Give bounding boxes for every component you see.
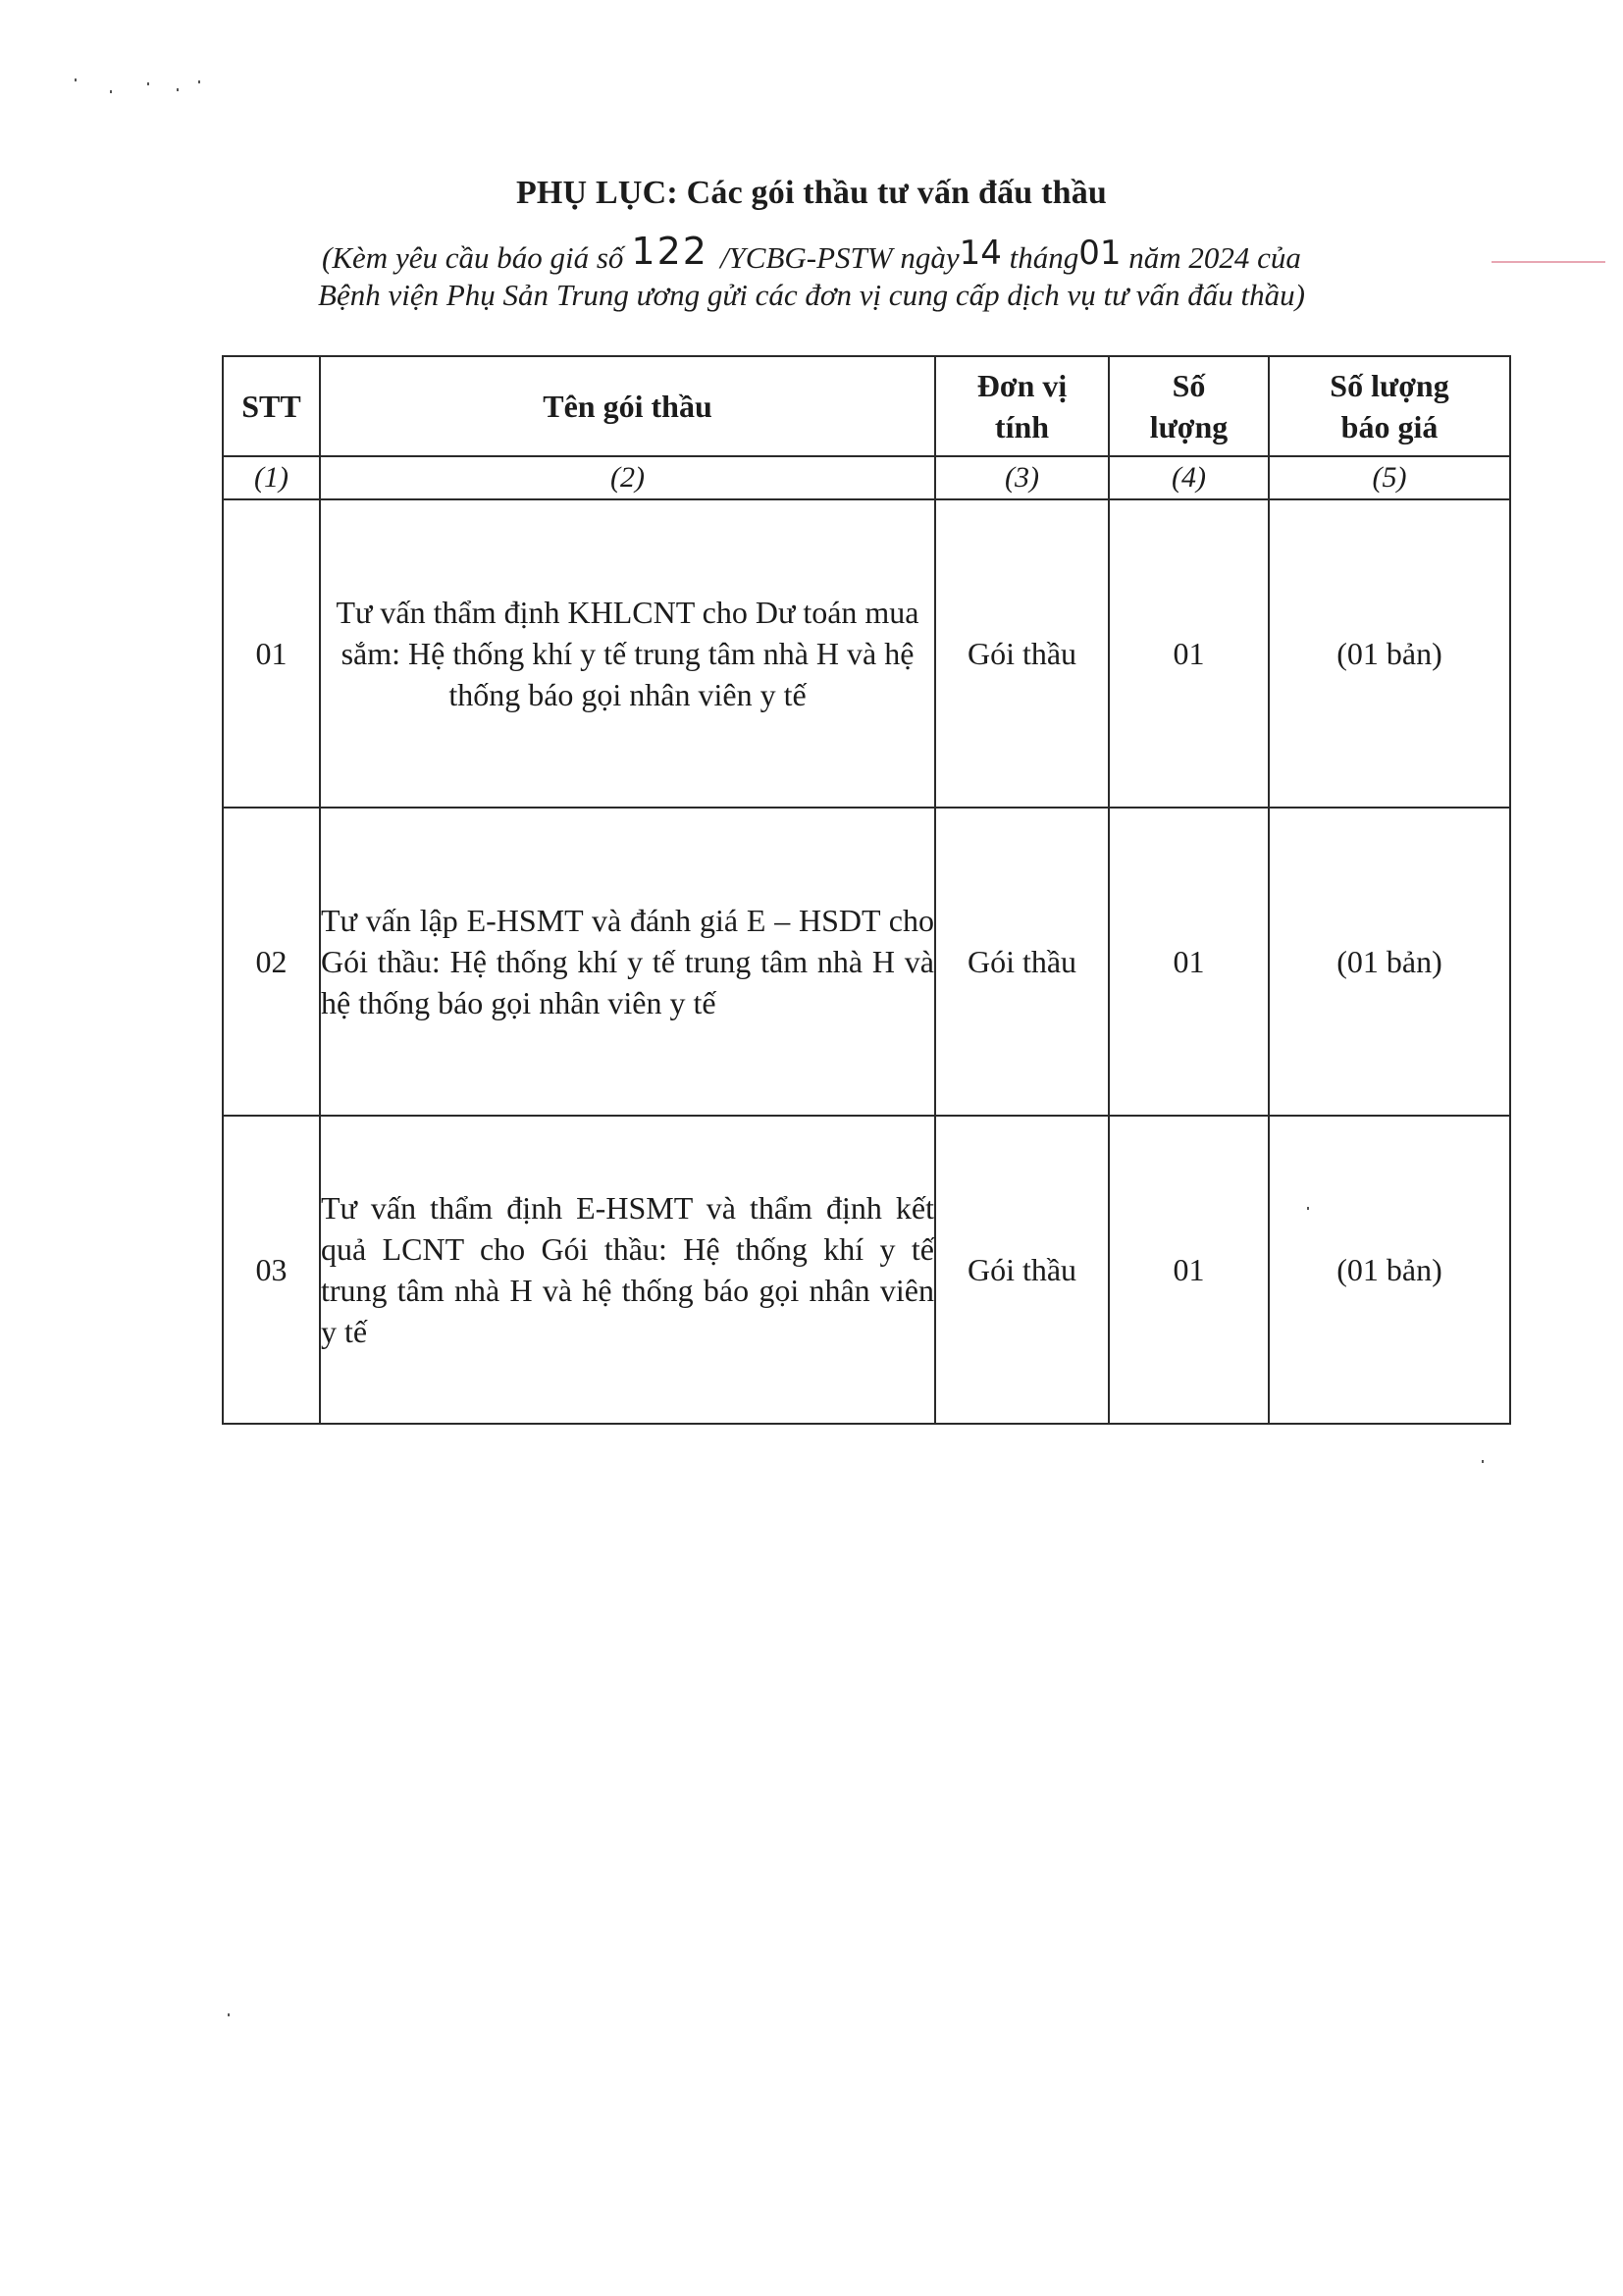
table-row [223, 808, 1510, 1116]
header-stt: STT [223, 356, 320, 456]
row-package-name: Tư vấn thẩm định E-HSMT và thẩm định kết quả LCNT cho Gói thầu: Hệ thống khí y tế trung tâm nhà H và hệ thống báo gọi nhân viên y tế [320, 1116, 935, 1424]
row-quantity: 01 [1109, 499, 1269, 808]
index-cell: (5) [1269, 456, 1510, 499]
page-title: PHỤ LỤC: Các gói thầu tư vấn đấu thầu [515, 175, 1108, 211]
row-quote-quantity: (01 bản) [1269, 1116, 1510, 1424]
row-package-name: Tư vấn thẩm định KHLCNT cho Dư toán mua sắm: Hệ thống khí y tế trung tâm nhà H và hệ thống báo gọi nhân viên y tế [320, 499, 935, 808]
row-unit: Gói thầu [935, 808, 1109, 1116]
row-stt: 03 [223, 1116, 320, 1424]
row-stt: 01 [223, 499, 320, 808]
subtitle-year: năm 2024 của [1128, 240, 1301, 275]
row-package-name: Tư vấn lập E-HSMT và đánh giá E – HSDT cho Gói thầu: Hệ thống khí y tế trung tâm nhà H và hệ thống báo gọi nhân viên y tế [320, 808, 935, 1116]
row-unit: Gói thầu [935, 1116, 1109, 1424]
subtitle-month-label: tháng [1009, 240, 1079, 275]
header-package-name: Tên gói thầu [320, 356, 935, 456]
header-quantity: Số lượng [1109, 356, 1269, 456]
header-unit: Đơn vị tính [935, 356, 1109, 456]
subtitle-line-2: Bệnh viện Phụ Sản Trung ương gửi các đơn vị cung cấp dịch vụ tư vấn đấu thầu) [318, 278, 1305, 312]
row-unit: Gói thầu [935, 499, 1109, 808]
request-day: 14 [959, 234, 1002, 273]
row-quote-quantity: (01 bản) [1269, 808, 1510, 1116]
table-index-row [223, 456, 1510, 499]
request-number: 122 [631, 230, 708, 273]
request-month: 01 [1078, 234, 1122, 273]
red-pen-mark [1492, 261, 1605, 263]
row-quantity: 01 [1109, 808, 1269, 1116]
row-quantity: 01 [1109, 1116, 1269, 1424]
row-stt: 02 [223, 808, 320, 1116]
table-row [223, 499, 1510, 808]
subtitle-line-1 [0, 230, 1623, 277]
index-cell: (2) [320, 456, 935, 499]
row-quote-quantity: (01 bản) [1269, 499, 1510, 808]
index-cell: (4) [1109, 456, 1269, 499]
header-quote-quantity: Số lượng báo giá [1269, 356, 1510, 456]
subtitle-code: /YCBG-PSTW ngày [719, 240, 960, 275]
index-cell: (3) [935, 456, 1109, 499]
table-header-row [223, 356, 1510, 456]
bidding-packages-table [222, 355, 1511, 1425]
table-row [223, 1116, 1510, 1424]
index-cell: (1) [223, 456, 320, 499]
subtitle-prefix: (Kèm yêu cầu báo giá số [322, 240, 624, 275]
